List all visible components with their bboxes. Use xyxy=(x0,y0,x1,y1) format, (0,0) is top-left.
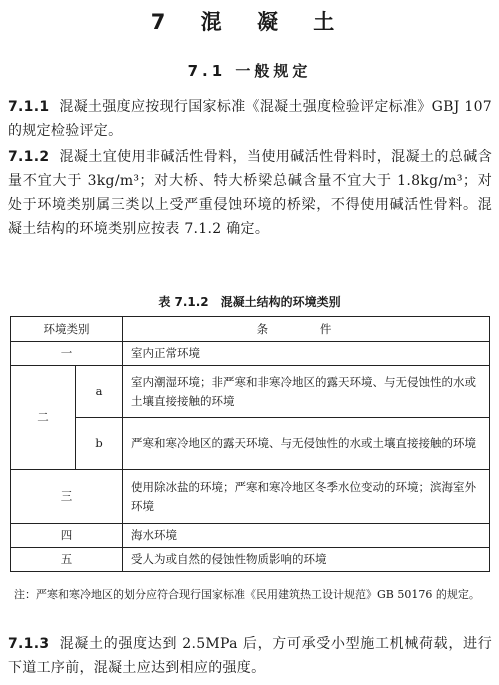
cell-condition: 严寒和寒冷地区的露天环境、与无侵蚀性的水或土壤直接接触的环境 xyxy=(123,418,490,470)
table-note: 注：严寒和寒冷地区的划分应符合现行国家标准《民用建筑热工设计规范》GB 50176 的规定。 xyxy=(14,588,480,601)
cell-category: 五 xyxy=(11,548,123,572)
table-row xyxy=(11,548,490,572)
table-header-row xyxy=(11,317,490,342)
clause-number: 7.1.1 xyxy=(8,99,50,115)
table-row xyxy=(11,524,490,548)
clause-text: 混凝土的强度达到 2.5MPa 后，方可承受小型施工机械荷载，进行下道工序前，混凝土应达到相应的强度。 xyxy=(8,636,492,676)
clause-number: 7.1.3 xyxy=(8,636,50,652)
table-row xyxy=(11,418,490,470)
table-caption-title: 混凝土结构的环境类别 xyxy=(220,295,341,309)
cell-subcategory: b xyxy=(76,418,123,470)
header-category: 环境类别 xyxy=(11,317,123,342)
header-condition: 条 件 xyxy=(123,317,490,342)
cell-condition: 室内正常环境 xyxy=(123,342,490,366)
clause-number: 7.1.2 xyxy=(8,149,50,165)
cell-condition: 海水环境 xyxy=(123,524,490,548)
cell-category: 一 xyxy=(11,342,123,366)
clause-7-1-3 xyxy=(8,632,492,680)
table-caption xyxy=(0,293,499,310)
cell-condition: 使用除冰盐的环境；严寒和寒冷地区冬季水位变动的环境；滨海室外环境 xyxy=(123,470,490,524)
cell-condition: 受人为或自然的侵蚀性物质影响的环境 xyxy=(123,548,490,572)
table-row xyxy=(11,366,490,418)
cell-category: 三 xyxy=(11,470,123,524)
cell-category: 四 xyxy=(11,524,123,548)
table-caption-number: 表 7.1.2 xyxy=(158,295,209,309)
cell-condition: 室内潮湿环境；非严寒和非寒冷地区的露天环境、与无侵蚀性的水或土壤直接接触的环境 xyxy=(123,366,490,418)
cell-category: 二 xyxy=(11,366,76,470)
clause-text: 混凝土强度应按现行国家标准《混凝土强度检验评定标准》GBJ 107 的规定检验评定。 xyxy=(8,99,492,139)
cell-subcategory: a xyxy=(76,366,123,418)
table-row xyxy=(11,342,490,366)
section-title: 7.1 一般规定 xyxy=(187,62,312,80)
chapter-title: 7 混 凝 土 xyxy=(150,10,349,34)
table-row xyxy=(11,470,490,524)
clause-text: 混凝土宜使用非碱活性骨料，当使用碱活性骨料时，混凝土的总碱含量不宜大于 3kg/m³；对大桥、特大桥梁总碱含量不宜大于 1.8kg/m³；对处于环境类别属三类以上受严重侵蚀环境的桥梁，不得使用碱活性骨料。混凝土结构的环境类别应按表 7.1.2 确定。 xyxy=(8,149,492,237)
clause-7-1-2 xyxy=(8,145,492,241)
clause-7-1-1 xyxy=(8,95,492,143)
environment-category-table xyxy=(10,316,490,572)
